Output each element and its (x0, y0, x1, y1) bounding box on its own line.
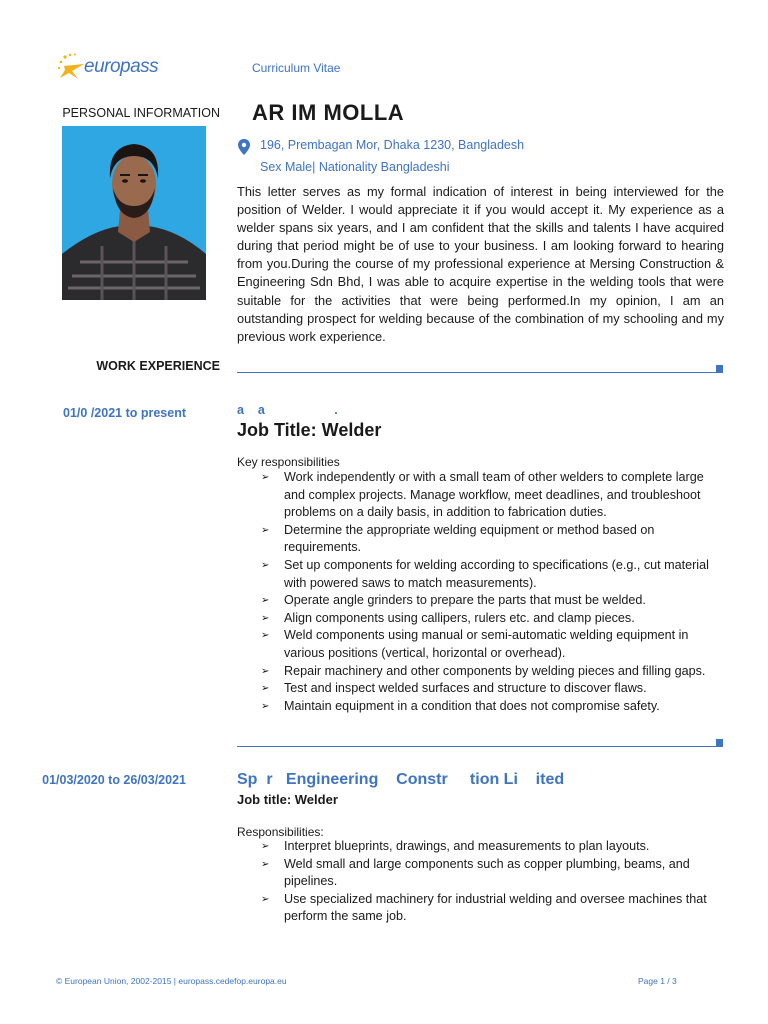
list-item: ➢ Determine the appropriate welding equipment or method based on requirements. (237, 522, 727, 557)
section-divider (237, 372, 723, 373)
job-2-responsibilities (237, 838, 727, 926)
footer-copyright: © European Union, 2002-2015 | europass.cedefop.europa.eu (56, 976, 287, 986)
candidate-name: AR IM MOLLA (252, 100, 405, 125)
list-item: ➢ Use specialized machinery for industrial welding and oversee machines that perform the same job. (237, 891, 727, 926)
footer-page-number: Page 1 / 3 (638, 976, 677, 986)
list-item: ➢ Work independently or with a small team of other welders to complete large and complex projects. Manage workflow, meet deadlines, and troubleshoot problems on a daily basis, in addition to fabrication duties. (237, 469, 727, 522)
job-divider (237, 746, 723, 747)
list-item: ➢ Repair machinery and other components by welding pieces and filling gaps. (237, 663, 727, 681)
section-divider-end (716, 365, 723, 372)
job-1-responsibilities (237, 469, 727, 715)
job-2-company: Sp r Engineering Constr tion Li ited (237, 771, 565, 788)
work-experience-heading: WORK EXPERIENCE (96, 359, 220, 373)
profile-photo (62, 126, 206, 300)
location-pin-icon (237, 139, 251, 155)
job-1-resp-heading: Key responsibilities (237, 455, 340, 469)
list-item: ➢ Weld small and large components such as copper plumbing, beams, and pipelines. (237, 856, 727, 891)
job-divider-end (716, 739, 723, 746)
list-item: ➢ Operate angle grinders to prepare the parts that must be welded. (237, 592, 727, 610)
list-item: ➢ Maintain equipment in a condition that does not compromise safety. (237, 698, 727, 716)
list-item: ➢ Interpret blueprints, drawings, and measurements to plan layouts. (237, 838, 727, 856)
job-1-title: Job Title: Welder (237, 420, 382, 440)
list-item: ➢ Test and inspect welded surfaces and structure to discover flaws. (237, 680, 727, 698)
sex-nationality: Sex Male| Nationality Bangladeshi (260, 160, 450, 174)
job-2-dates: 01/03/2020 to 26/03/2021 (42, 773, 186, 787)
list-item: ➢ Weld components using manual or semi-automatic welding equipment in various positions (vertical, horizontal or overhead). (237, 627, 727, 662)
star-logo-icon (58, 54, 84, 80)
list-item: ➢ Set up components for welding according to specifications (e.g., cut material with powered saws to match measurements). (237, 557, 727, 592)
address: 196, Prembagan Mor, Dhaka 1230, Bangladesh (260, 138, 525, 152)
job-2-resp-heading: Responsibilities: (237, 825, 324, 839)
profile-summary: This letter serves as my formal indication of interest in being interviewed for the position of Welder. I would appreciate it if you would accept it. My experience as a welder spans six years, and I am confident that the skills and talents I have acquired during that period might be of use to your business. I am looking forward to hearing from you.During the course of my professional experience at Mersing Construction & Engineering Sdn Bhd, I was able to acquire expertise in the welding tools that were suitable for the activities that were being performed.In my opinion, I am an outstanding prospect for welding because of the combination of my schooling and my previous work experience. (237, 184, 724, 344)
list-item: ➢ Align components using callipers, rulers etc. and clamp pieces. (237, 610, 727, 628)
job-1-dates: 01/0 /2021 to present (63, 406, 186, 420)
europass-wordmark: europass (84, 56, 159, 77)
personal-info-heading: PERSONAL INFORMATION (62, 106, 220, 120)
job-1-company: a a . (237, 403, 338, 417)
job-2-title: Job title: Welder (237, 792, 338, 807)
document-type: Curriculum Vitae (252, 61, 341, 75)
